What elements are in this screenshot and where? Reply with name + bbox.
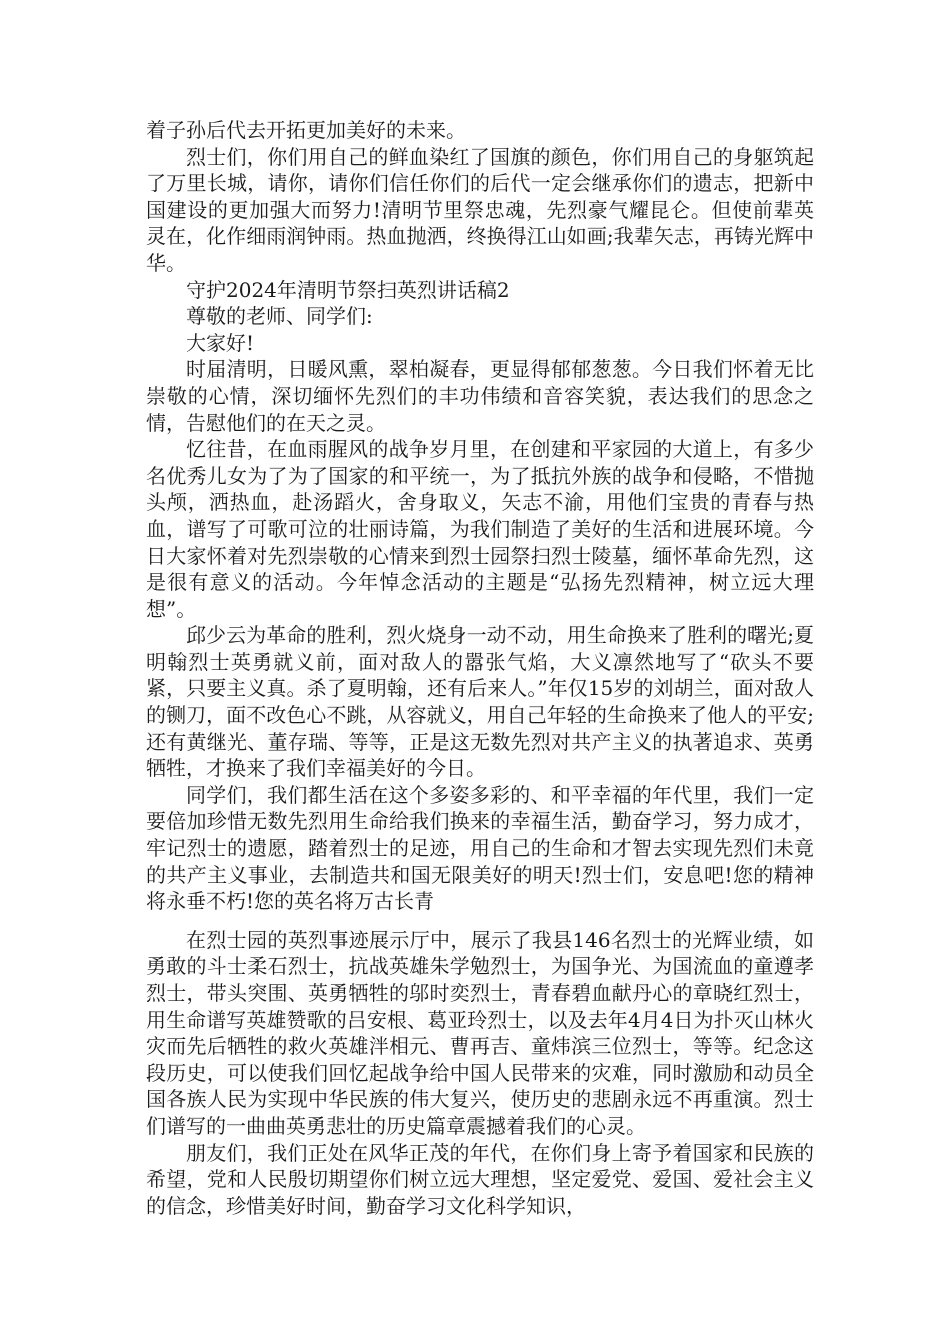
salutation: 尊敬的老师、同学们:: [186, 304, 373, 329]
speech-title: 守护2024年清明节祭扫英烈讲话稿2: [186, 277, 510, 302]
paragraph-martyrs-address: 烈士们，你们用自己的鲜血染红了国旗的颜色，你们用自己的身躯筑起了万里长城，请你，请你们信任你们的后代一定会继承你们的遗志，把新中国建设的更加强大而努力!清明节里祭忠魂，先烈豪气耀昆仑。但使前辈英灵在，化作细雨润钟雨。热血抛洒，终换得江山如画;我辈矢志，再铸光辉中华。: [146, 144, 814, 275]
paragraph-heroes: 邱少云为革命的胜利，烈火烧身一动不动，用生命换来了胜利的曙光;夏明翰烈士英勇就义前，面对敌人的嚣张气焰，大义凛然地写了“砍头不要紧，只要主义真。杀了夏明翰，还有后来人。”年仅15岁的刘胡兰，面对敌人的铡刀，面不改色心不跳，从容就义，用自己年轻的生命换来了他人的平安;还有黄继光、董存瑞、等等，正是这无数先烈对共产主义的执著追求、英勇牺牲，才换来了我们幸福美好的今日。: [146, 623, 814, 781]
paragraph-recall-past: 忆往昔，在血雨腥风的战争岁月里，在创建和平家园的大道上，有多少名优秀儿女为了为了国家的和平统一，为了抵抗外族的战争和侵略，不惜抛头颅，洒热血，赴汤蹈火，舍身取义，矢志不渝，用他们宝贵的青春与热血，谱写了可歌可泣的壮丽诗篇，为我们制造了美好的生活和进展环境。今日大家怀着对先烈崇敬的心情来到烈士园祭扫烈士陵墓，缅怀革命先烈，这是很有意义的活动。今年悼念活动的主题是“弘扬先烈精神，树立远大理想”。: [146, 437, 814, 621]
paragraph-qingming: 时届清明，日暖风熏，翠柏凝春，更显得郁郁葱葱。今日我们怀着无比崇敬的心情，深切缅怀先烈们的丰功伟绩和音容笑貌，表达我们的思念之情，告慰他们的在天之灵。: [146, 357, 814, 435]
greeting: 大家好!: [186, 330, 255, 355]
document-body: [146, 117, 814, 1219]
paragraph-students: 同学们，我们都生活在这个多姿多彩的、和平幸福的年代里，我们一定要倍加珍惜无数先烈用生命给我们换来的幸福生活，勤奋学习，努力成才，牢记烈士的遗愿，踏着烈士的足迹，用自己的生命和才智去实现先烈们未竟的共产主义事业，去制造共和国无限美好的明天!烈士们，安息吧!您的精神将永垂不朽!您的英名将万古长青: [146, 782, 814, 914]
paragraph-friends: 朋友们，我们正处在风华正茂的年代，在你们身上寄予着国家和民族的希望，党和人民殷切期望你们树立远大理想，坚定爱党、爱国、爱社会主义的信念，珍惜美好时间，勤奋学习文化科学知识，: [146, 1140, 814, 1218]
paragraph-exhibition-hall: 在烈士园的英烈事迹展示厅中，展示了我县146名烈士的光辉业绩，如勇敢的斗士柔石烈士，抗战英雄朱学勉烈士，为国争光、为国流血的童遵孝烈士，带头突围、英勇牺牲的邬时奕烈士，青春碧血献丹心的章晓红烈士，用生命谱写英雄赞歌的吕安根、葛亚玲烈士，以及去年4月4日为扑灭山林火灾而先后牺牲的救火英雄泮相元、曹再吉、童炜滨三位烈士，等等。纪念这段历史，可以使我们回忆起战争给中国人民带来的灾难，同时激励和动员全国各族人民为实现中华民族的伟大复兴，使历史的悲剧永远不再重演。烈士们谱写的一曲曲英勇悲壮的历史篇章震撼着我们的心灵。: [146, 927, 814, 1138]
paragraph-continuation: 着子孙后代去开拓更加美好的未来。: [146, 118, 466, 142]
